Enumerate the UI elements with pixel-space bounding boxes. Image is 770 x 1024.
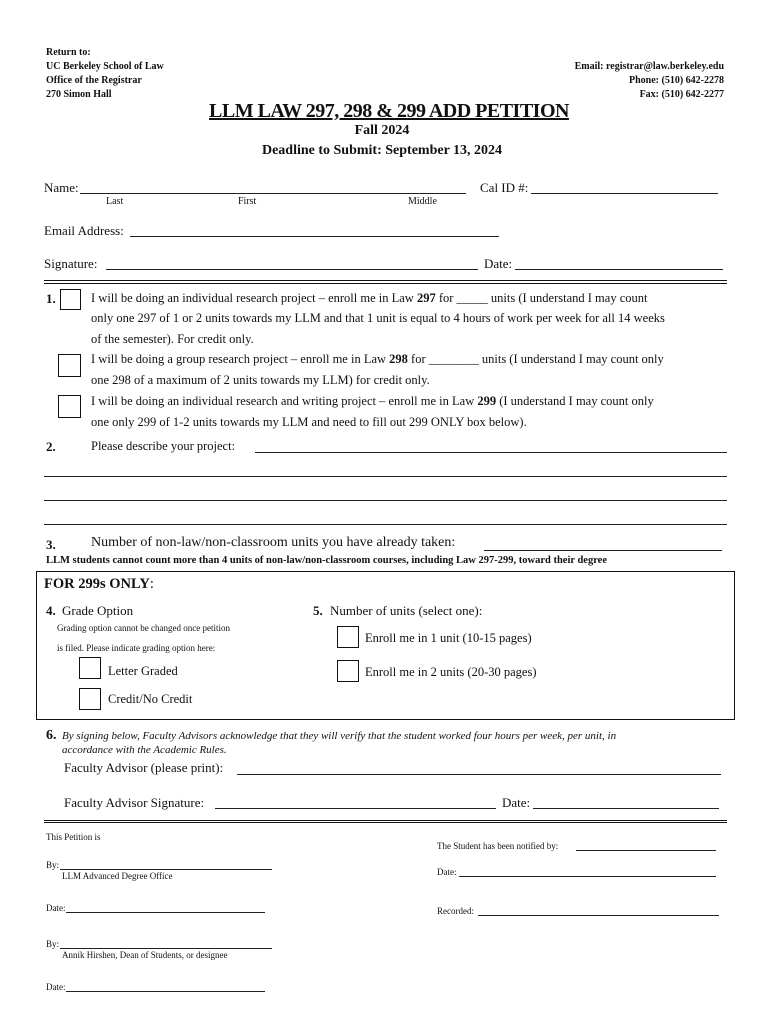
page-title: LLM LAW 297, 298 & 299 ADD PETITION [209,100,569,122]
option-299-line1: I will be doing an individual research and writing project – enroll me in Law 299 (I understand I may count only [91,394,654,408]
office-room: 270 Simon Hall [46,89,112,100]
office-name: Office of the Registrar [46,75,142,86]
nonlaw-units-input-line[interactable] [484,550,722,551]
date-label-2: Date: [46,982,66,992]
notified-date-label: Date: [437,867,457,877]
credit-no-credit-label: Credit/No Credit [108,692,193,706]
signature-label: Signature: [44,256,98,271]
grade-option-note-2: is filed. Please indicate grading option here: [57,643,216,653]
date-label: Date: [484,256,513,271]
section-3-number: 3. [46,537,56,552]
middle-name-caption: Middle [408,196,437,207]
llm-office-caption: LLM Advanced Degree Office [62,871,173,881]
checkbox-law-297[interactable] [60,289,81,310]
checkbox-one-unit[interactable] [337,626,359,648]
term: Fall 2024 [354,123,410,138]
first-name-caption: First [238,196,257,207]
email-input-line[interactable] [130,236,499,237]
email-label: Email Address: [44,223,124,238]
office-divider [44,820,727,823]
registrar-email: Email: registrar@law.berkeley.edu [574,61,724,72]
name-input-line[interactable] [80,193,466,194]
advisor-print-input-line[interactable] [237,774,721,775]
return-to-label: Return to: [46,47,91,58]
project-description-line-1[interactable] [255,452,727,453]
advisor-acknowledgement-1: By signing below, Faculty Advisors acknowledge that they will verify that the student worked four hours per week, per unit, in [62,730,617,742]
advisor-date-input-line[interactable] [533,808,719,809]
date-label-1: Date: [46,903,66,913]
student-notified-input-line[interactable] [576,850,716,851]
date-input-line-1[interactable] [66,912,265,913]
two-units-label: Enroll me in 2 units (20-30 pages) [365,665,537,679]
dean-caption: Annik Hirshen, Dean of Students, or designee [62,950,228,960]
nonlaw-units-note: LLM students cannot count more than 4 units of non-law/non-classroom courses, including Law 297-299, toward their degree [46,555,608,566]
by-input-line-1[interactable] [60,869,272,870]
registrar-fax: Fax: (510) 642-2277 [639,89,724,100]
student-notified-label: The Student has been notified by: [437,841,559,851]
section-6-number: 6. [46,728,57,743]
date-input-line-2[interactable] [66,991,265,992]
project-description-line-2[interactable] [44,476,727,477]
calid-label: Cal ID #: [480,180,529,195]
by-input-line-2[interactable] [60,948,272,949]
section-2-number: 2. [46,439,56,454]
section-1-number: 1. [46,291,56,306]
by-label-2: By: [46,939,60,949]
describe-project-label: Please describe your project: [91,439,236,453]
checkbox-letter-graded[interactable] [79,657,101,679]
section-5-number: 5. [313,603,323,618]
notified-date-input-line[interactable] [459,876,716,877]
one-unit-label: Enroll me in 1 unit (10-15 pages) [365,631,532,645]
calid-input-line[interactable] [531,193,718,194]
deadline: Deadline to Submit: September 13, 2024 [261,143,503,158]
grade-option-note-1: Grading option cannot be changed once petition [57,623,230,633]
divider [44,280,727,284]
for-299s-heading: FOR 299s ONLY: [44,576,154,592]
option-298-line1: I will be doing a group research project – enroll me in Law 298 for ________ units (I understand I may count only [91,352,664,366]
option-298-line2: one 298 of a maximum of 2 units towards my LLM) for credit only. [91,373,430,387]
advisor-signature-input-line[interactable] [215,808,496,809]
option-297-line2: only one 297 of 1 or 2 units towards my LLM and that 1 unit is equal to 4 hours of work per week for all 14 weeks [91,311,665,325]
project-description-line-4[interactable] [44,524,727,525]
nonlaw-units-label: Number of non-law/non-classroom units you have already taken: [91,535,456,550]
by-label-1: By: [46,860,60,870]
units-select-label: Number of units (select one): [330,603,483,618]
advisor-date-label: Date: [502,795,531,810]
checkbox-two-units[interactable] [337,660,359,682]
recorded-input-line[interactable] [478,915,719,916]
checkbox-law-299[interactable] [58,395,81,418]
petition-status-label: This Petition is [46,832,101,842]
recorded-label: Recorded: [437,906,474,916]
section-4-number: 4. [46,603,56,618]
advisor-acknowledgement-2: accordance with the Academic Rules. [62,744,227,756]
grade-option-label: Grade Option [62,603,134,618]
school-name: UC Berkeley School of Law [46,61,164,72]
name-label: Name: [44,180,79,195]
registrar-phone: Phone: (510) 642-2278 [629,75,724,86]
checkbox-law-298[interactable] [58,354,81,377]
advisor-signature-label: Faculty Advisor Signature: [64,795,205,810]
date-input-line[interactable] [515,269,723,270]
letter-graded-label: Letter Graded [108,664,178,678]
option-299-line2: one only 299 of 1-2 units towards my LLM and need to fill out 299 ONLY box below). [91,415,527,429]
option-297-line3: of the semester). For credit only. [91,332,254,346]
last-name-caption: Last [106,196,124,207]
signature-input-line[interactable] [106,269,478,270]
advisor-print-label: Faculty Advisor (please print): [64,760,224,775]
checkbox-credit-no-credit[interactable] [79,688,101,710]
option-297-line1: I will be doing an individual research project – enroll me in Law 297 for _____ units (I understand I may count [91,291,648,305]
project-description-line-3[interactable] [44,500,727,501]
